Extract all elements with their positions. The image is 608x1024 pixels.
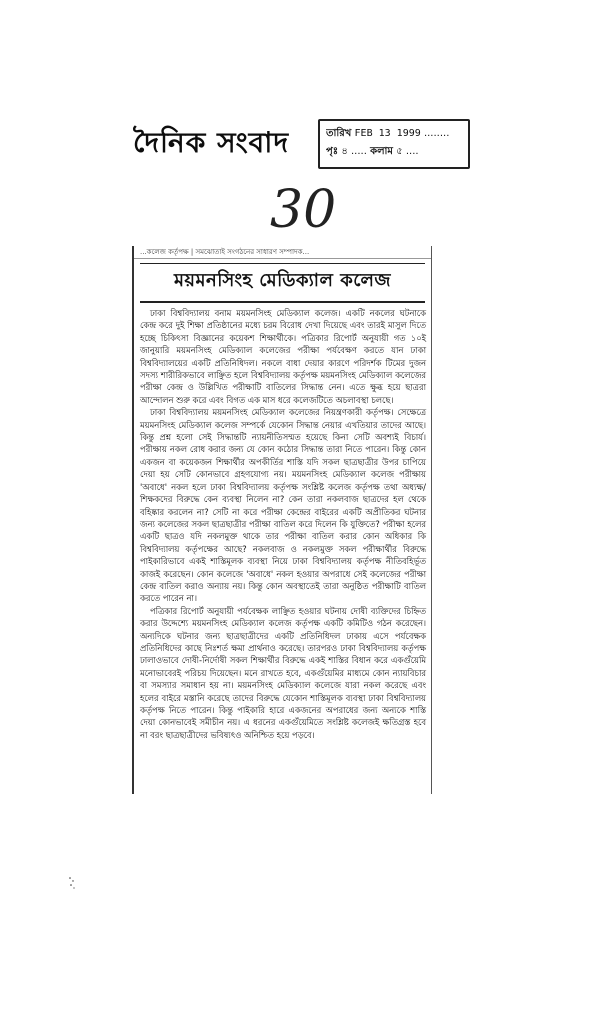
article-paragraph: ঢাকা বিশ্ববিদ্যালয় বনাম ময়মনসিংহ মেডিক্যাল কলেজ। একটি নকলের ঘটনাকে কেন্দ্র করে দুই শিক্ষা প্রতিষ্ঠানের মধ্যে চরম বিরোধ দেখা দিয়েছে এবং তারই মাসুল দিতে হচ্ছে চিকিৎসা বিজ্ঞানের কয়েকশ শিক্ষার্থীকে। পত্রিকার রিপোর্ট অনুযায়ী গত ১০ই জানুয়ারি ময়মনসিংহ মেডিক্যাল কলেজের পরীক্ষা পর্যবেক্ষণ করতে যান ঢাকা বিশ্ববিদ্যালয়ের একটি প্রতিনিধিদল। নকলে বাধা দেয়ার কারণে পরিদর্শক টিমের দুজন সদস্য শারীরিকভাবে লাঞ্ছিত হলে বিশ্ববিদ্যালয় কর্তৃপক্ষ ময়মনসিংহ মেডিক্যাল কলেজের পরীক্ষা কেন্দ্র ও উল্লিখিত পরীক্ষাটি বাতিলের সিদ্ধান্ত নেন। এতে ক্ষুব্ধ হয়ে ছাত্ররা আন্দোলন শুরু করে এবং বিগত এক মাস ধরে কলেজটিতে অচলাবস্থা চলছে। xyxy=(140,308,426,405)
article-paragraph: ঢাকা বিশ্ববিদ্যালয় ময়মনসিংহ মেডিক্যাল কলেজের নিয়ন্ত্রণকারী কর্তৃপক্ষ। সেক্ষেত্রে ময়মনসিংহ মেডিক্যাল কলেজ সম্পর্কে যেকোন সিদ্ধান্ত নেয়ার এখতিয়ার তাদের আছে। কিন্তু প্রশ্ন হলো সেই সিদ্ধান্তটি ন্যায়নীতিসম্মত হয়েছে কিনা সেটি অবশ্যই বিচার্য। পরীক্ষায় নকল রোধ করার জন্য যে কোন কঠোর সিদ্ধান্ত তারা নিতে পারেন। কিন্তু কোন একজন বা কয়েকজন শিক্ষার্থীর অপকীর্তির শাস্তি যদি সকল ছাত্রছাত্রীর উপর চাপিয়ে দেয়া হয় সেটি কোনভাবে গ্রহণযোগ্য নয়। ময়মনসিংহ মেডিক্যাল কলেজ পরীক্ষায় 'অবাধে' নকল হলে ঢাকা বিশ্ববিদ্যালয় কর্তৃপক্ষ সংশ্লিষ্ট কলেজ কর্তৃপক্ষ তথা অধ্যক্ষ/শিক্ষকদের বিরুদ্ধে কেন ব্যবস্থা নিলেন না? কেন তারা নকলবাজ ছাত্রদের হল থেকে বহিষ্কার করলেন না? সেটি না করে পরীক্ষা কেন্দ্রের বাইরের একটি অপ্রীতিকর ঘটনার জন্য কলেজের সকল ছাত্রছাত্রীর পরীক্ষা বাতিল করে দিলেন কি যুক্তিতে? পরীক্ষা হলের একটি ছাত্রও যদি নকলমুক্ত থাকে তার পরীক্ষা বাতিল করার কোন অধিকার কি বিশ্ববিদ্যালয় কর্তৃপক্ষের আছে? নকলবাজ ও নকলমুক্ত সকল পরীক্ষার্থীর বিরুদ্ধে পাইকারিভাবে একই শাস্তিমূলক ব্যবস্থা নিয়ে ঢাকা বিশ্ববিদ্যালয় কর্তৃপক্ষ নীতিবহির্ভূত কাজই করেছেন। কোন কলেজে 'অবাধে' নকল হওয়ার অপরাধে সেই কলেজের পরীক্ষা কেন্দ্র বাতিল করাও অন্যায় নয়। কিন্তু কোন অবস্থাতেই তারা অনুষ্ঠিত পরীক্ষাটি বাতিল করতে পারেন না। xyxy=(140,407,426,604)
article-body xyxy=(134,305,431,741)
newspaper-clipping xyxy=(132,246,432,794)
article-headline: ময়মনসিংহ মেডিক্যাল কলেজ xyxy=(140,263,425,303)
handwritten-page-number: 30 xyxy=(270,180,337,240)
date-stamp xyxy=(318,119,470,169)
clipping-top-strip: ...কলেজ কর্তৃপক্ষ | সমঝোতাই সংগঠনের সাধারণ সম্পাদক... xyxy=(134,246,431,259)
date-label: তারিখ xyxy=(326,128,352,139)
column-label: কলাম xyxy=(370,146,393,157)
page-value: ৪ xyxy=(341,146,348,157)
date-value: FEB 13 1999 xyxy=(354,128,421,139)
newspaper-masthead: দৈনিক সংবাদ xyxy=(133,126,290,159)
scan-speck-marks xyxy=(68,876,76,890)
page-column-row: পৃঃ ৪ ..... কলাম ৫ .... xyxy=(326,146,419,157)
date-row: তারিখ FEB 13 1999 ........ xyxy=(326,128,450,139)
column-value: ৫ xyxy=(396,146,403,157)
article-paragraph: পত্রিকার রিপোর্ট অনুযায়ী পর্যবেক্ষক লাঞ্ছিত হওয়ার ঘটনায় দোষী ব্যক্তিদের চিহ্নিত করার উদ্দেশ্যে ময়মনসিংহ মেডিক্যাল কলেজ কর্তৃপক্ষ একটি কমিটিও গঠন করেছেন। অন্যদিকে ঘটনার জন্য ছাত্রছাত্রীদের একটি প্রতিনিধিদল ঢাকায় এসে পর্যবেক্ষক প্রতিনিধিদের কাছে নিঃশর্ত ক্ষমা প্রার্থনাও করেছে। তারপরও ঢাকা বিশ্ববিদ্যালয় কর্তৃপক্ষ ঢালাওভাবে দোষী-নির্দোষী সকল শিক্ষার্থীর বিরুদ্ধে একই শাস্তির বিধান করে একগুঁয়েমি মনোভাবেরই পরিচয় দিয়েছেন। মনে রাখতে হবে, একগুঁয়েমির মাধ্যমে কোন ন্যায়বিচার বা সমস্যার সমাধান হয় না। ময়মনসিংহ মেডিক্যাল কলেজে যারা নকল করেছে এবং হলের বাইরে মস্তানি করেছে তাদের বিরুদ্ধে যেকোন শাস্তিমূলক ব্যবস্থা ঢাকা বিশ্ববিদ্যালয় কর্তৃপক্ষ নিতে পারেন। কিন্তু পাইকারি হারে একজনের অপরাধের জন্য অন্যকে শাস্তি দেয়া কোনভাবেই সমীচীন নয়। এ ধরনের একগুঁয়েমিতে সংশ্লিষ্ট কলেজই ক্ষতিগ্রস্ত হবে না বরং ছাত্রছাত্রীদের ভবিষ্যৎও অনিশ্চিত হয়ে পড়বে। xyxy=(140,605,426,740)
page-label: পৃঃ xyxy=(326,146,339,157)
